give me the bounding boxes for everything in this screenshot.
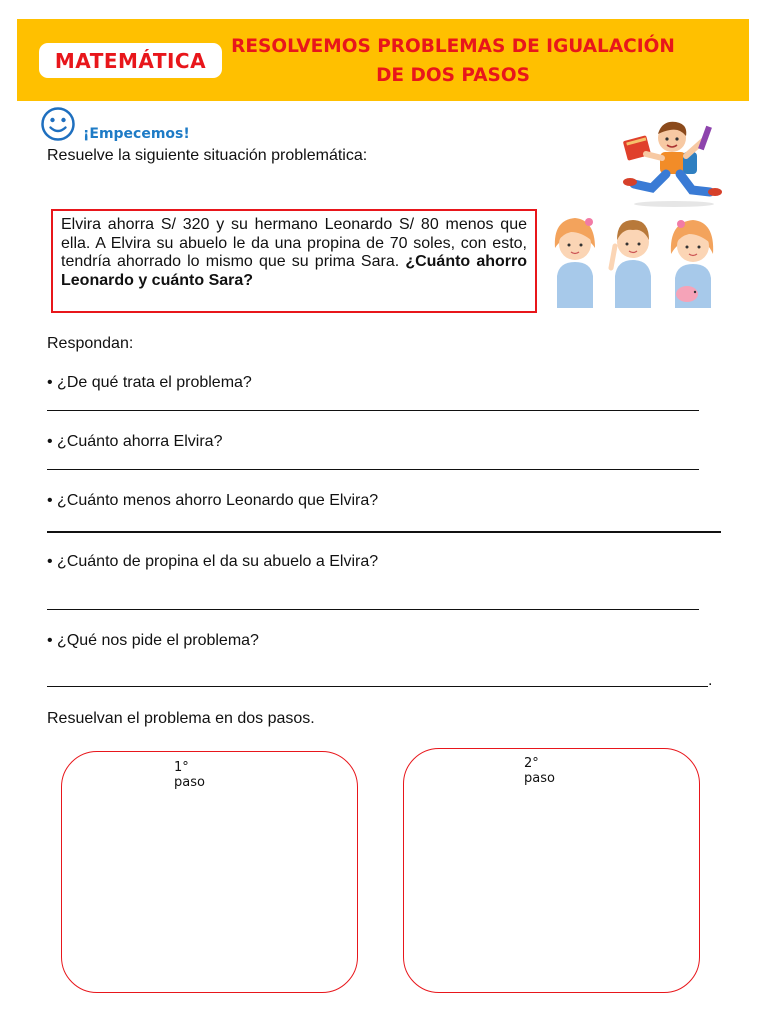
problem-box — [51, 209, 537, 313]
question-item: • ¿Cuánto menos ahorro Leonardo que Elvira? — [47, 492, 379, 509]
line-end-dot: . — [708, 672, 713, 689]
answer-line[interactable] — [47, 410, 699, 411]
subject-label: MATEMÁTICA — [54, 48, 207, 73]
step1-label: 1° paso — [174, 760, 205, 790]
section-heading: ¡Empecemos! — [83, 126, 190, 142]
subject-badge — [39, 43, 222, 78]
instruction-text: Resuelve la siguiente situación problemática: — [47, 147, 368, 164]
page-title: RESOLVEMOS PROBLEMAS DE IGUALACIÓN DE DOS PASOS — [231, 36, 675, 86]
question-item: • ¿Cuánto ahorra Elvira? — [47, 433, 223, 450]
question-item: • ¿De qué trata el problema? — [47, 374, 252, 391]
answer-line[interactable] — [47, 531, 721, 533]
smiley-icon — [40, 106, 76, 142]
question-item: • ¿Cuánto de propina el da su abuelo a Elvira? — [47, 553, 379, 570]
answer-line[interactable] — [47, 686, 708, 687]
step2-label: 2° paso — [524, 756, 555, 786]
solve-instruction: Resuelvan el problema en dos pasos. — [47, 710, 315, 727]
problem-text: Elvira ahorra S/ 320 y su hermano Leonardo S/ 80 menos que ella. A Elvira su abuelo le da una propina de 70 soles, con esto, tendría ahorrado lo mismo que su prima Sara. — [61, 216, 527, 270]
answer-line[interactable] — [47, 609, 699, 610]
answer-line[interactable] — [47, 469, 699, 470]
question-item: • ¿Qué nos pide el problema? — [47, 632, 259, 649]
jumping-boy-illustration — [620, 118, 728, 210]
questions-heading: Respondan: — [47, 335, 134, 352]
problem-question: ¿Cuánto ahorro Leonardo y cuánto Sara? — [61, 253, 527, 289]
kids-illustration — [549, 208, 721, 308]
